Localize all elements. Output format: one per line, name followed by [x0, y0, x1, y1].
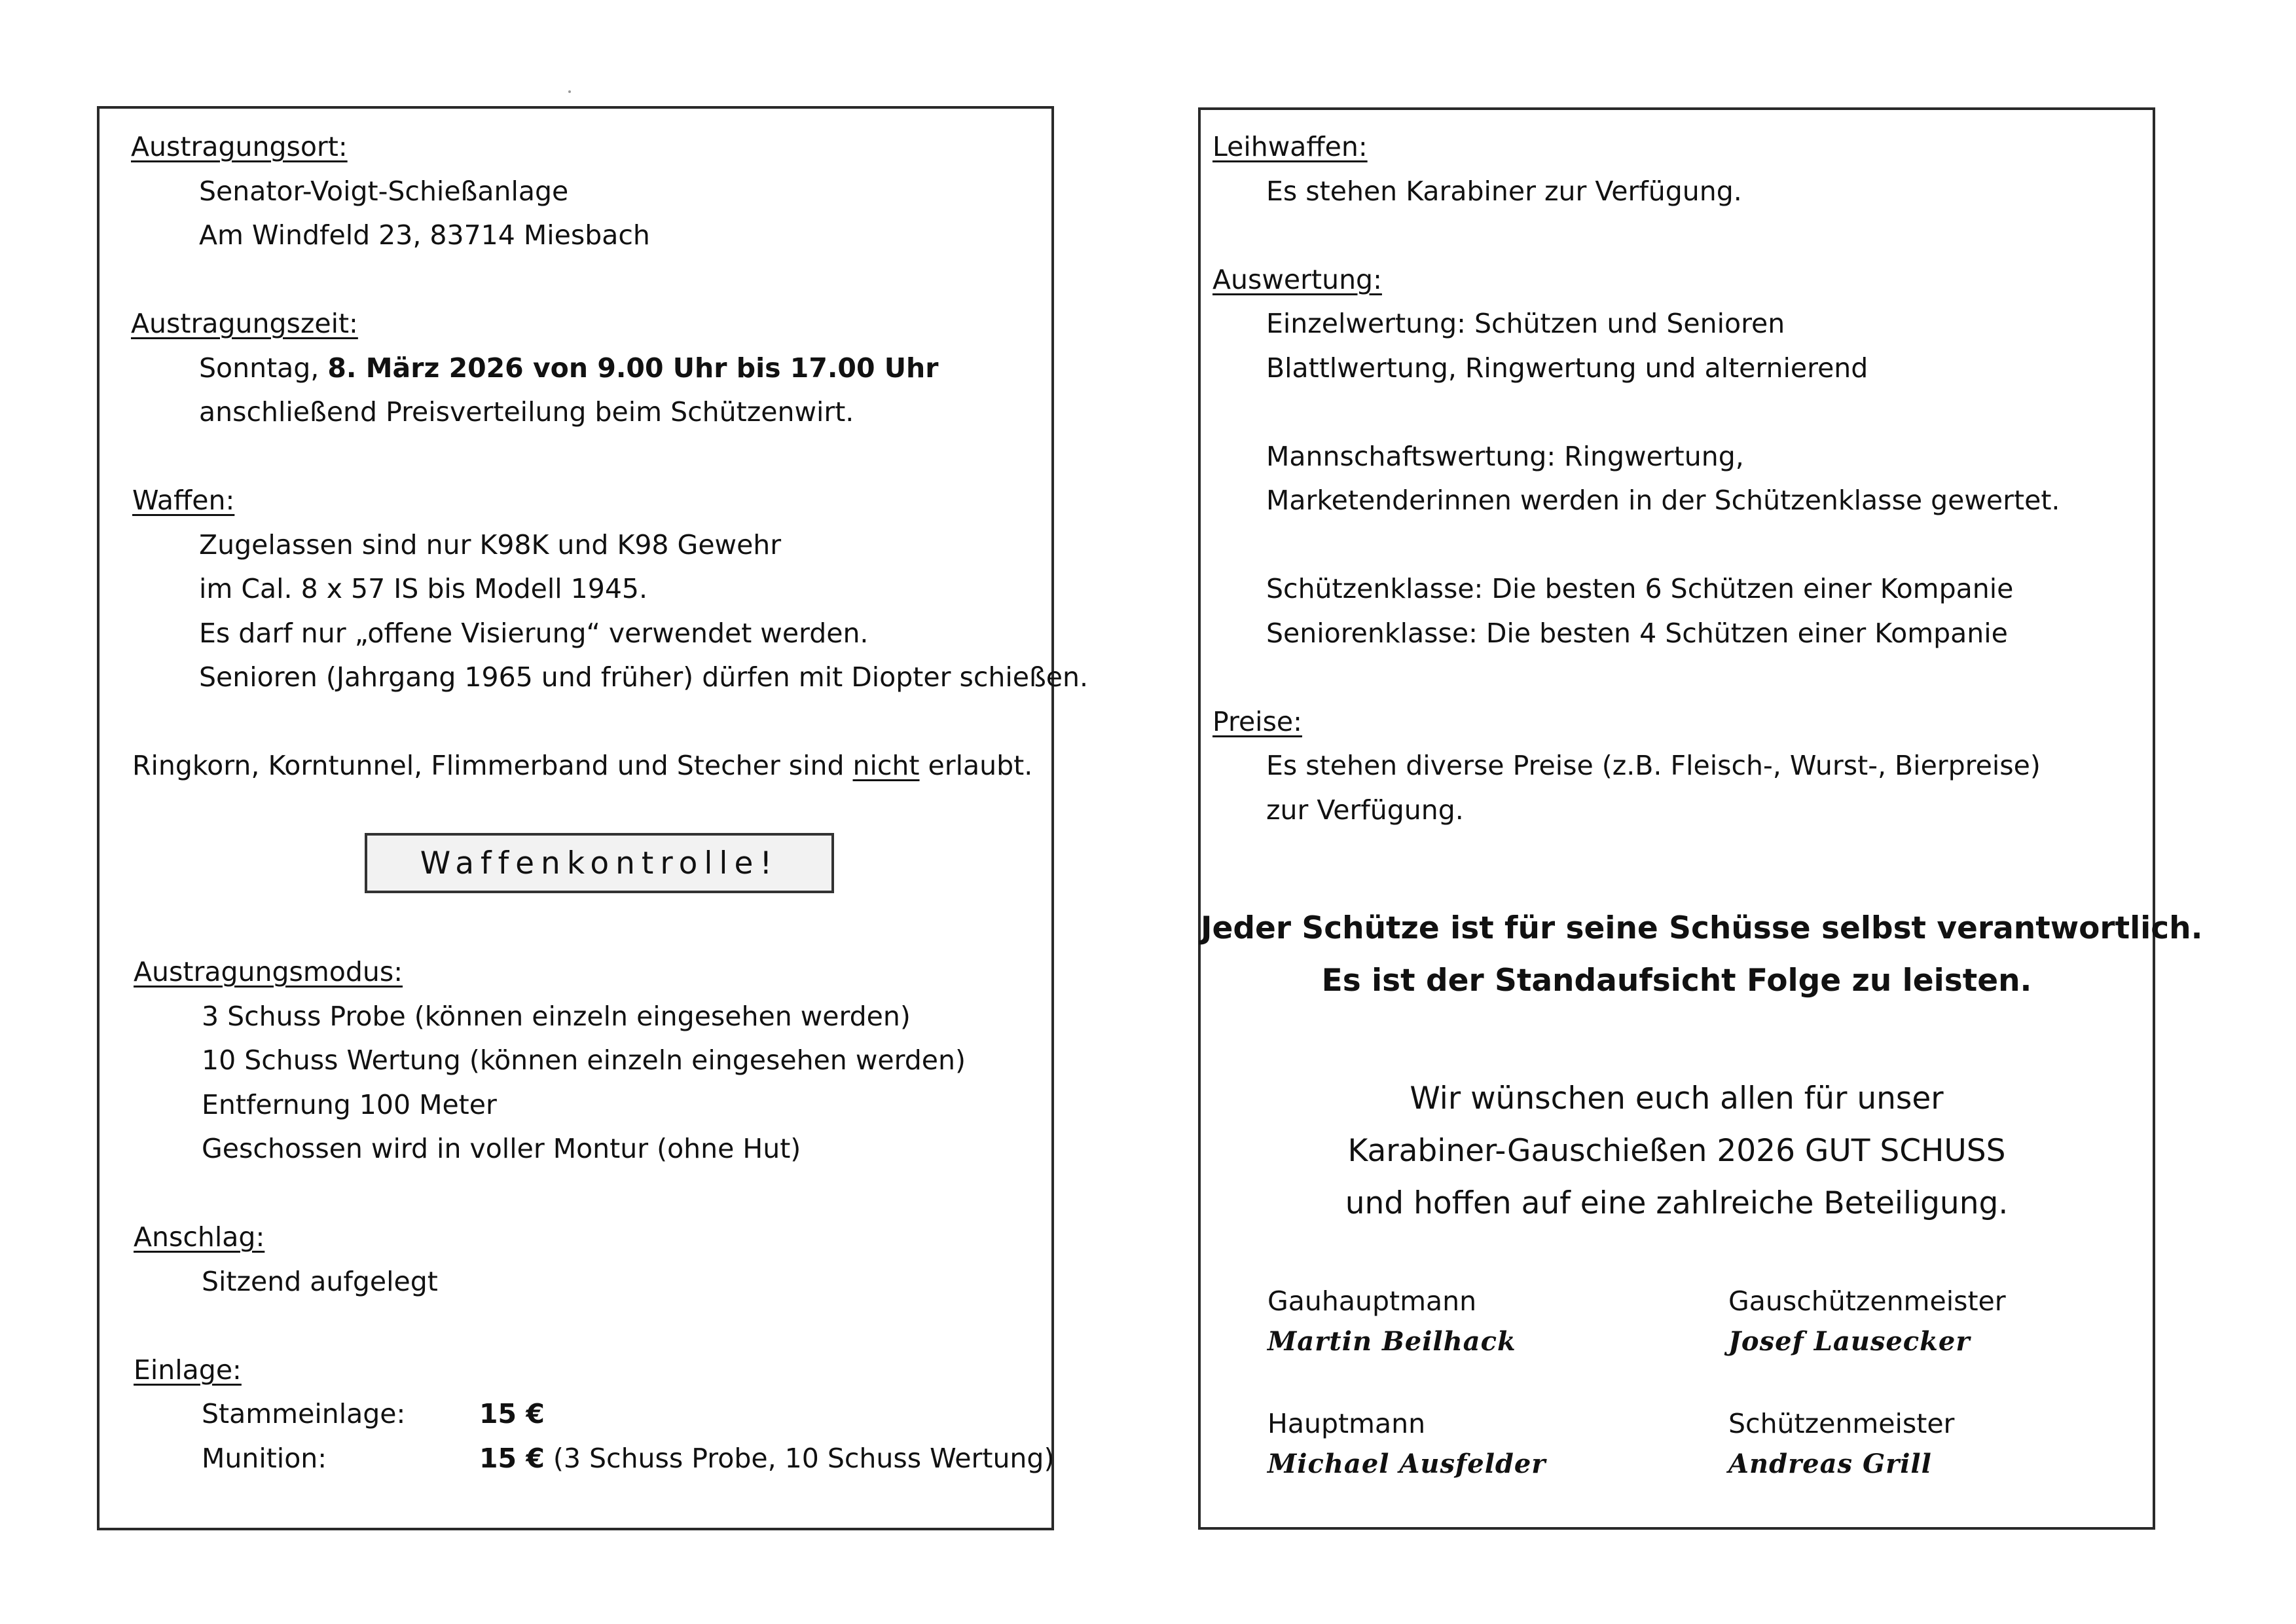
fee-label-ammo: Munition: [202, 1443, 327, 1474]
scoring-line: Seniorenklasse: Die besten 4 Schützen einer Kompanie [1266, 618, 2008, 649]
time-award-ceremony: anschließend Preisverteilung beim Schützenwirt. [199, 396, 854, 428]
signature-name: Martin Beilhack [1267, 1326, 1516, 1357]
prizes-line: Es stehen diverse Preise (z.B. Fleisch-, Wurst-, Bierpreise) [1266, 750, 2041, 781]
scoring-line: Marketenderinnen werden in der Schützenklasse gewertet. [1266, 485, 2060, 516]
forbidden-emphasis: nicht [852, 750, 920, 781]
mode-line: 3 Schuss Probe (können einzeln eingesehen werden) [202, 1001, 911, 1032]
fee-heading: Einlage: [134, 1354, 242, 1386]
mode-line: 10 Schuss Wertung (können einzeln eingesehen werden) [202, 1044, 966, 1076]
signature-name: Josef Lausecker [1728, 1326, 1971, 1357]
fee-ammo-value [479, 1442, 1054, 1475]
left-info-panel [97, 106, 1089, 1530]
rental-line: Es stehen Karabiner zur Verfügung. [1266, 175, 1742, 207]
range-supervision-notice: Es ist der Standaufsicht Folge zu leisten. [1321, 963, 2032, 999]
scoring-line: Schützenklasse: Die besten 6 Schützen einer Kompanie [1266, 573, 2014, 604]
weapons-line: Es darf nur „offene Visierung“ verwendet werden. [199, 618, 869, 649]
fee-ammo-note: (3 Schuss Probe, 10 Schuss Wertung) [544, 1443, 1055, 1474]
scan-speck [568, 90, 571, 93]
mode-line: Entfernung 100 Meter [202, 1089, 497, 1120]
time-bold: 8. März 2026 von 9.00 Uhr bis 17.00 Uhr [327, 352, 939, 384]
signature-role: Gauhauptmann [1267, 1285, 1477, 1317]
prizes-line: zur Verfügung. [1266, 794, 1464, 826]
weapons-heading: Waffen: [132, 485, 235, 516]
weapons-line: Zugelassen sind nur K98K und K98 Gewehr [199, 529, 782, 561]
signature-role: Hauptmann [1267, 1408, 1426, 1439]
weapon-check-banner: Waffenkontrolle! [365, 833, 834, 893]
right-info-panel [1198, 107, 2203, 1530]
venue-heading: Austragungsort: [131, 131, 348, 162]
venue-name: Senator-Voigt-Schießanlage [199, 175, 569, 207]
time-prefix: Sonntag, [199, 352, 328, 384]
stance-heading: Anschlag: [134, 1221, 265, 1253]
signature-role: Gauschützenmeister [1728, 1285, 2006, 1317]
stance-line: Sitzend aufgelegt [202, 1266, 438, 1297]
venue-address: Am Windfeld 23, 83714 Miesbach [199, 219, 650, 251]
signature-name: Andreas Grill [1728, 1449, 1932, 1479]
responsibility-notice: Jeder Schütze ist für seine Schüsse selbst verantwortlich. [1201, 910, 2203, 946]
scoring-heading: Auswertung: [1212, 264, 1382, 295]
fee-amount-base: 15 € [479, 1398, 545, 1430]
forbidden-equipment: Ringkorn, Korntunnel, Flimmerband und Stecher sind nicht erlaubt. [132, 750, 1033, 781]
fee-amount-ammo: 15 € [479, 1443, 545, 1474]
wish-line: Karabiner-Gauschießen 2026 GUT SCHUSS [1347, 1133, 2006, 1169]
wish-line: und hoffen auf eine zahlreiche Beteiligung. [1345, 1185, 2009, 1221]
mode-heading: Austragungsmodus: [134, 956, 403, 987]
wish-line: Wir wünschen euch allen für unser [1410, 1080, 1944, 1116]
mode-line: Geschossen wird in voller Montur (ohne Hut) [202, 1133, 801, 1164]
prizes-heading: Preise: [1212, 706, 1302, 737]
signature-role: Schützenmeister [1728, 1408, 1955, 1439]
signature-name: Michael Ausfelder [1267, 1449, 1546, 1479]
scoring-line: Mannschaftswertung: Ringwertung, [1266, 441, 1744, 472]
weapons-line: Senioren (Jahrgang 1965 und früher) dürfen mit Diopter schießen. [199, 661, 1089, 693]
scoring-line: Blattlwertung, Ringwertung und alternierend [1266, 352, 1868, 384]
scoring-line: Einzelwertung: Schützen und Senioren [1266, 308, 1785, 339]
time-date [199, 352, 938, 384]
time-heading: Austragungszeit: [131, 308, 358, 339]
weapons-line: im Cal. 8 x 57 IS bis Modell 1945. [199, 573, 648, 604]
rental-heading: Leihwaffen: [1212, 131, 1368, 162]
fee-label-base: Stammeinlage: [202, 1398, 406, 1430]
